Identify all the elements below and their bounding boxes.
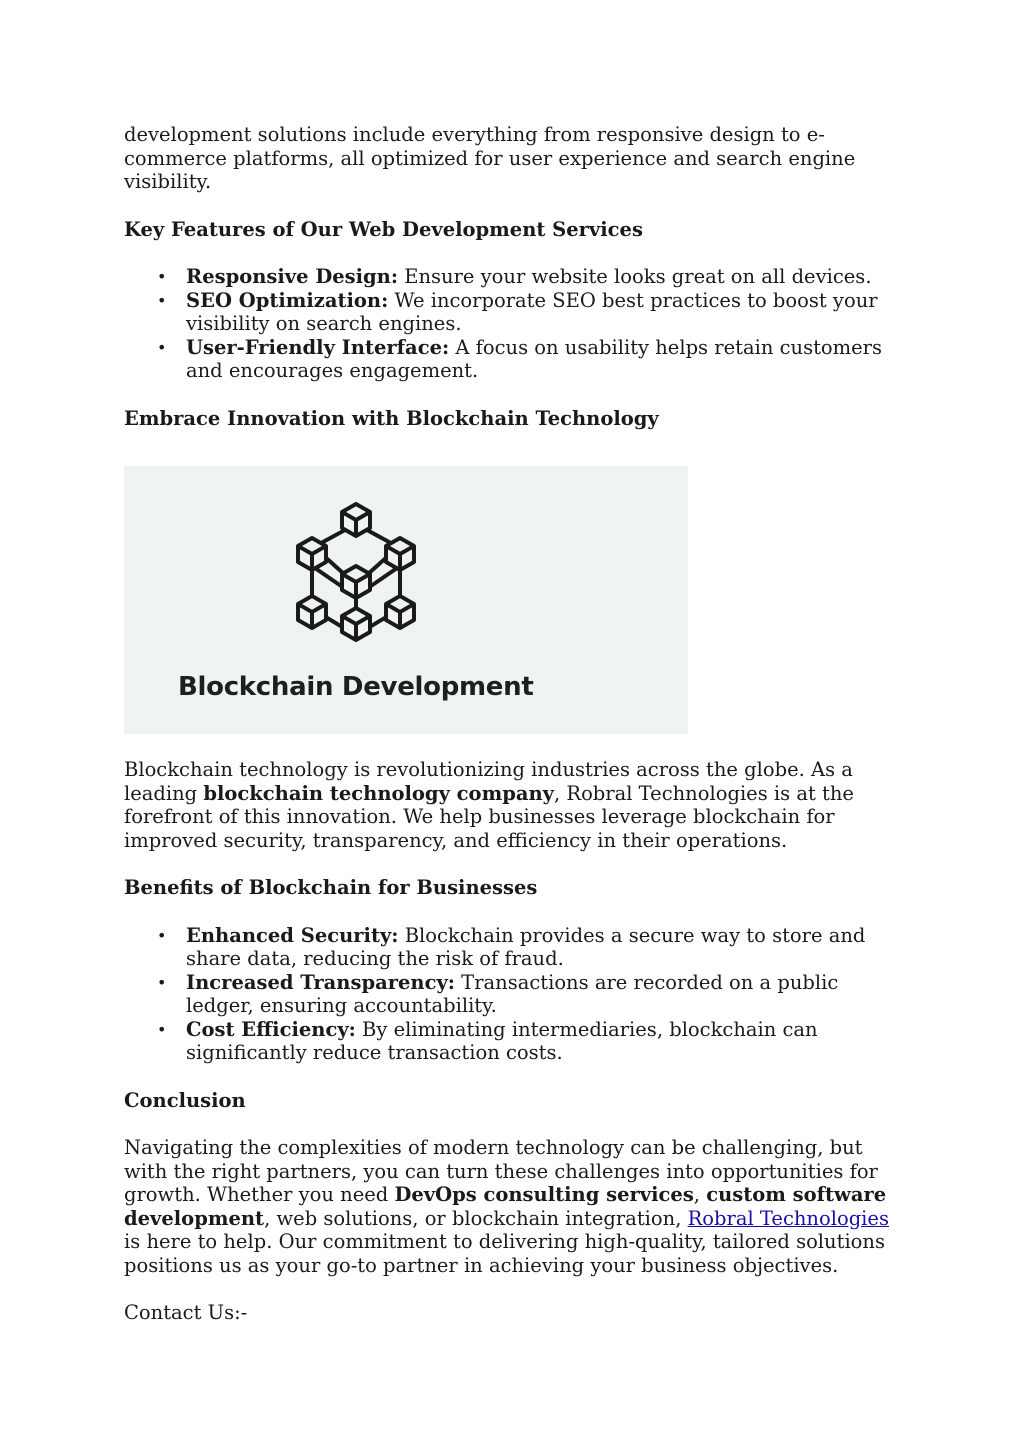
intro-paragraph: development solutions include everything from responsive design to e-commerce platforms, all optimized for user experience and search engine visibility.	[124, 123, 856, 193]
list-item-term: Cost Efficiency:	[186, 1017, 356, 1041]
list-item-term: SEO Optimization:	[186, 288, 389, 312]
paragraph-text: , web solutions, or blockchain integration,	[264, 1206, 688, 1230]
benefits-heading: Benefits of Blockchain for Businesses	[124, 876, 538, 899]
benefits-list	[124, 924, 904, 1065]
web-features-heading: Key Features of Our Web Development Services	[124, 217, 643, 241]
list-item-term: Enhanced Security:	[186, 923, 399, 947]
document-content	[124, 123, 904, 1325]
bold-phrase: custom software development	[124, 1183, 887, 1230]
list-item-desc: A focus on usability helps retain customers and encourages engagement.	[186, 335, 883, 382]
web-features-list	[124, 265, 904, 383]
list-item	[124, 265, 904, 289]
robral-technologies-link[interactable]: Robral Technologies	[687, 1206, 889, 1230]
blockchain-paragraph	[124, 758, 904, 852]
list-item-desc: By eliminating intermediaries, blockchain can significantly reduce transaction costs.	[186, 1017, 818, 1064]
list-item-term: Responsive Design:	[186, 265, 399, 288]
conclusion-heading: Conclusion	[124, 1088, 246, 1112]
bold-phrase: blockchain technology company	[203, 781, 554, 805]
list-item-desc: Blockchain provides a secure way to store and share data, reducing the risk of fraud.	[186, 923, 866, 970]
list-item	[124, 924, 904, 971]
paragraph-text: Blockchain technology is revolutionizing industries across the globe. As a leading	[124, 758, 853, 805]
conclusion-paragraph	[124, 1136, 904, 1277]
paragraph-text: is here to help. Our commitment to delivering high-quality, tailored solutions positions us as your go-to partner in achieving your business objectives.	[124, 1230, 885, 1277]
image-caption: Blockchain Development	[178, 672, 534, 702]
bold-phrase: DevOps consulting services	[394, 1183, 694, 1206]
list-item-term: Increased Transparency:	[186, 970, 455, 994]
list-item-desc: Transactions are recorded on a public ledger, ensuring accountability.	[186, 970, 839, 1017]
paragraph-text: Navigating the complexities of modern technology can be challenging, but with the right partners, you can turn these challenges into opportunities for growth. Whether you need	[124, 1136, 878, 1206]
blockchain-image	[124, 466, 688, 734]
list-item-desc: We incorporate SEO best practices to boost your visibility on search engines.	[186, 288, 878, 335]
paragraph-text: ,	[693, 1183, 707, 1206]
blockchain-heading: Embrace Innovation with Blockchain Technology	[124, 406, 659, 430]
blockchain-cubes-icon	[284, 496, 564, 646]
list-item	[124, 336, 904, 383]
list-item	[124, 971, 904, 1018]
list-item	[124, 1018, 904, 1065]
paragraph-text: , Robral Technologies is at the forefront of this innovation. We help businesses leverage blockchain for improved security, transparency, and efficiency in their operations.	[124, 781, 854, 852]
list-item-desc: Ensure your website looks great on all devices.	[398, 265, 872, 288]
contact-label: Contact Us:-	[124, 1301, 248, 1324]
list-item	[124, 289, 904, 336]
list-item-term: User-Friendly Interface:	[186, 335, 450, 359]
